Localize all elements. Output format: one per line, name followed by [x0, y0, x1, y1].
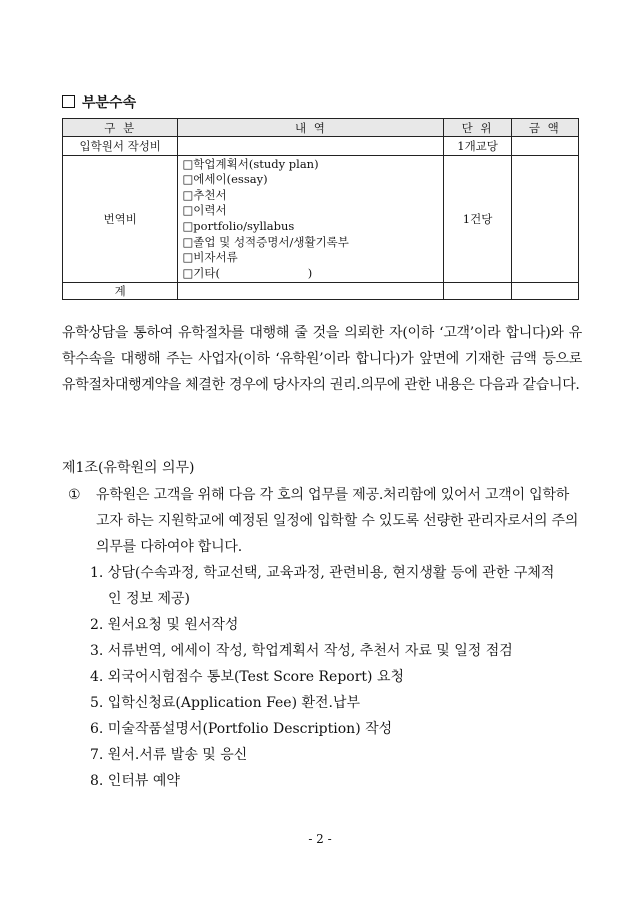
- section-heading: [62, 92, 136, 112]
- list-item: □이력서: [182, 203, 227, 218]
- table-row: [63, 156, 579, 283]
- list-item: 5. 입학신청료(Application Fee) 환전.납부: [90, 695, 361, 711]
- list-item: 7. 원서.서류 발송 및 응신: [90, 747, 248, 763]
- section-heading-text: 부분수속: [82, 95, 137, 111]
- fee-table: [62, 118, 579, 300]
- list-item: □추천서: [182, 187, 227, 202]
- list-item: □졸업 및 성적증명서/생활기록부: [182, 234, 349, 249]
- list-item-continuation: 인 정보 제공): [108, 591, 190, 607]
- clause-number: ①: [68, 487, 81, 503]
- table-total-row: [63, 283, 579, 300]
- total-unit: [444, 283, 511, 300]
- table-row: [63, 137, 579, 156]
- table-header-row: [63, 119, 579, 137]
- list-item: □기타( ): [182, 265, 313, 280]
- checkbox-square-icon: [62, 95, 75, 108]
- total-amount: [511, 283, 578, 300]
- clause-text: 유학원은 고객을 위해 다음 각 호의 업무를 제공.처리함에 있어서 고객이 입학하고자 하는 지원학교에 예정된 일정에 입학할 수 있도록 선량한 관리자로서의 주의의무를 다하여야 합니다.: [96, 487, 579, 555]
- list-item: 3. 서류번역, 에세이 작성, 학업계획서 작성, 추천서 자료 및 일정 점검: [90, 643, 513, 659]
- intro-paragraph: 유학상담을 통하여 유학절차를 대행해 줄 것을 의뢰한 자(이하 ‘고객’이라 합니다)와 유학수속을 대행해 주는 사업자(이하 ‘유학원’이라 합니다)가 앞면에 기재한 금액 등으로 유학절차대행계약을 체결한 경우에 당사자의 권리.의무에 관한 내용은 다음과 같습니다.: [62, 325, 582, 393]
- list-item: □portfolio/syllabus: [182, 219, 295, 233]
- total-label: 계: [63, 283, 178, 300]
- header-amount: 금 액: [511, 119, 578, 137]
- translation-items: [178, 156, 444, 283]
- list-item: □에세이(essay): [182, 172, 268, 187]
- row-unit: 1개교당: [444, 137, 511, 156]
- list-item: □학업계획서(study plan): [182, 156, 319, 171]
- row-category: 번역비: [63, 156, 178, 283]
- header-unit: 단 위: [444, 119, 511, 137]
- total-details: [178, 283, 444, 300]
- list-item: 6. 미술작품설명서(Portfolio Description) 작성: [90, 721, 393, 737]
- row-amount: [511, 137, 578, 156]
- header-category: 구 분: [63, 119, 178, 137]
- page-number: - 2 -: [308, 832, 332, 846]
- article-title: 제1조(유학원의 의무): [62, 460, 195, 476]
- duty-list: [90, 560, 580, 794]
- list-item: □비자서류: [182, 250, 238, 265]
- row-category: 입학원서 작성비: [63, 137, 178, 156]
- row-amount: [511, 156, 578, 283]
- list-item: 8. 인터뷰 예약: [90, 773, 180, 789]
- list-item: 4. 외국어시험점수 통보(Test Score Report) 요청: [90, 669, 405, 685]
- list-item: 1. 상담(수속과정, 학교선택, 교육과정, 관련비용, 현지생활 등에 관한 구체적: [90, 565, 555, 581]
- row-unit: 1건당: [444, 156, 511, 283]
- header-details: 내 역: [178, 119, 444, 137]
- list-item: 2. 원서요청 및 원서작성: [90, 617, 239, 633]
- row-details: [178, 137, 444, 156]
